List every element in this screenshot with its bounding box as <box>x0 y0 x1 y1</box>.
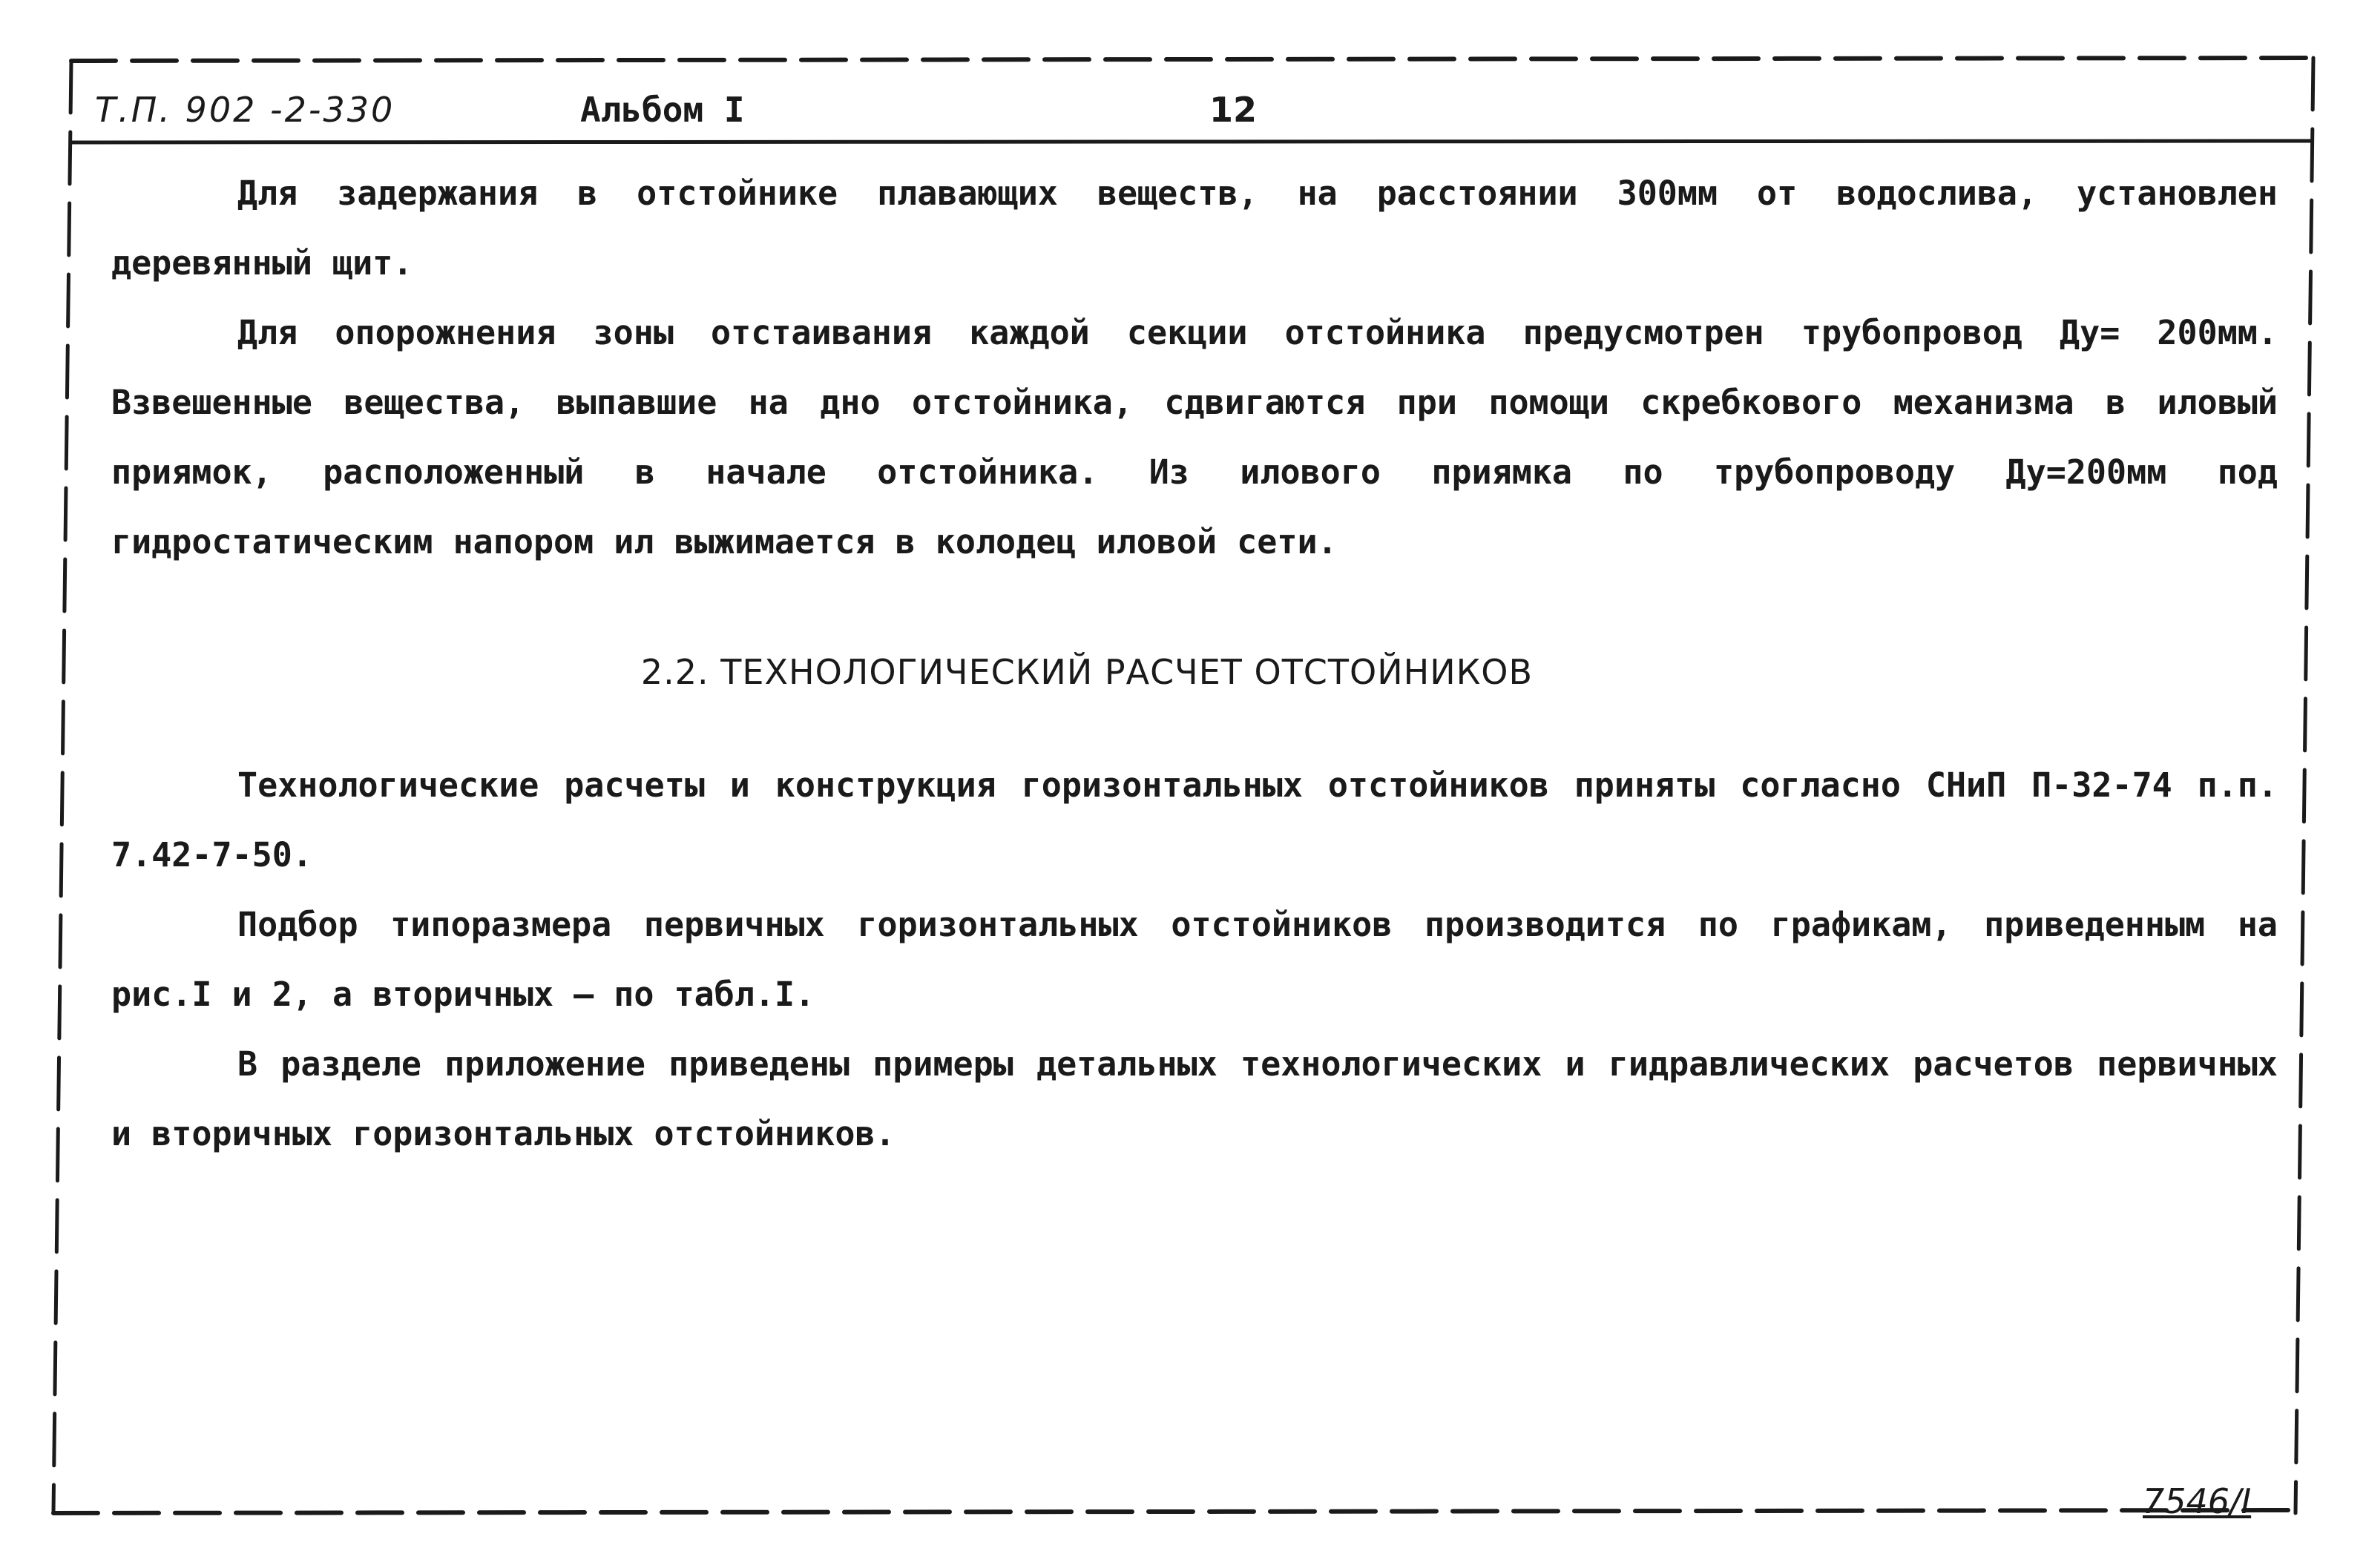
body-section-a <box>111 159 2278 577</box>
paragraph-calculations-basis: Технологические расчеты и конструкция горизонтальных отстойников приняты согласно СНиП П-32-74 п.п. 7.42-7-50. <box>111 765 2278 874</box>
body-section-b <box>111 751 2278 1169</box>
paragraph-size-selection: Подбор типоразмера первичных горизонтальных отстойников производится по графикам, приведенным на рис.I и 2, а вторичных – по табл.I. <box>111 905 2278 1014</box>
section-title: 2.2. ТЕХНОЛОГИЧЕСКИЙ РАСЧЕТ ОТСТОЙНИКОВ <box>640 652 1534 692</box>
sheet-reference: 7546/I <box>2143 1481 2252 1521</box>
album-label: Альбом I <box>580 90 745 130</box>
page-number: 12 <box>1209 90 1258 130</box>
paragraph-appendix-note: В разделе приложение приведены примеры детальных технологических и гидравлических расчетов первичных и вторичных горизонтальных отстойников. <box>111 1044 2278 1153</box>
paragraph-drainage: Для опорожнения зоны отстаивания каждой секции отстойника предусмотрен трубопровод Ду= 200мм. Взвешенные вещества, выпавшие на дно отстойника, сдвигаются при помощи скребкового механизма в иловый приямок, расположенный в начале отстойника. Из илового приямка по трубопроводу Ду=200мм под гидростатическим напором ил выжимается в колодец иловой сети. <box>111 313 2278 561</box>
paragraph-floating-matter: Для задержания в отстойнике плавающих веществ, на расстоянии 300мм от водослива, установлен деревянный щит. <box>111 174 2278 283</box>
document-code: Т.П. 902 -2-330 <box>95 90 395 130</box>
